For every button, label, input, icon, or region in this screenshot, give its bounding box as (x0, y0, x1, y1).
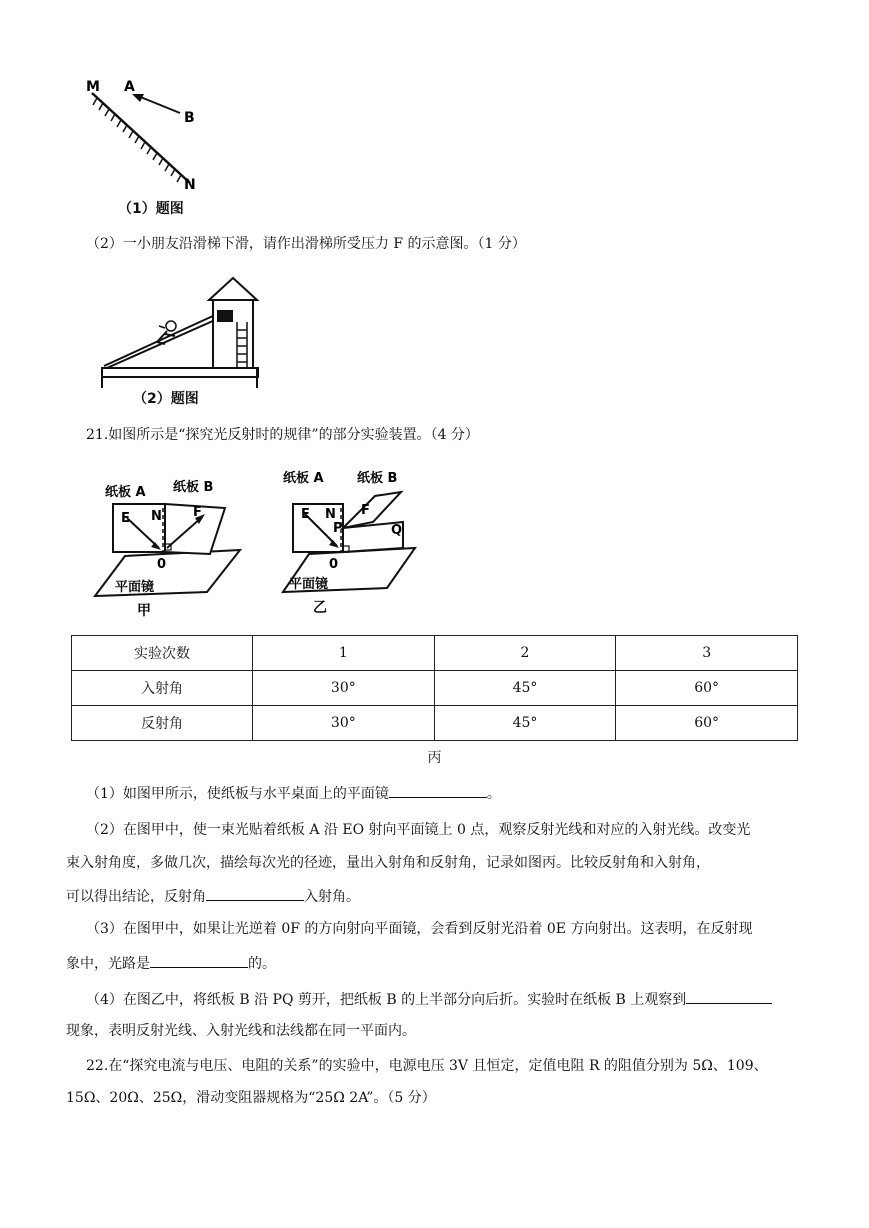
label-o: 0 (157, 557, 167, 572)
slide-diagram (95, 270, 265, 390)
answer-blank[interactable] (206, 885, 304, 901)
question-22-line1: 22.在“探究电流与电压、电阻的关系”的实验中，电源电压 3V 且恒定，定值电阻 R 的阻值分别为 5Ω、109、 (86, 1058, 768, 1074)
question-21-2-line2: 束入射角度，多做几次，描绘每次光的径迹，量出入射角和反射角，记录如图丙。比较反射角和入射角， (66, 855, 710, 871)
experiment-table (71, 635, 798, 741)
question-text: 的。 (248, 956, 276, 972)
label-n: N (325, 507, 336, 522)
table-row (72, 671, 798, 706)
figure-jia (85, 468, 245, 618)
question-text: 入射角。 (304, 889, 360, 905)
question-21-1 (86, 782, 501, 804)
label-mirror: 平面镜 (289, 577, 329, 592)
figure-2-caption: （2）题图 (133, 391, 199, 407)
question-21-3-line1: （3）在图甲中，如果让光逆着 0F 的方向射向平面镜，会看到反射光沿着 0E 方向射出。这表明，在反射现 (86, 921, 753, 937)
label-n: N (151, 509, 162, 524)
child-head (166, 321, 176, 331)
question-text: 。 (486, 786, 501, 802)
table-cell: 60° (616, 706, 798, 741)
figure-1-caption: （1）题图 (118, 201, 184, 217)
question-21-2-line3 (66, 885, 360, 907)
figure-yi (275, 462, 435, 617)
table-row (72, 706, 798, 741)
label-board-a: 纸板 A (283, 471, 324, 486)
table-cell: 实验次数 (72, 636, 253, 671)
label-m: M (86, 79, 100, 95)
table-row (72, 636, 798, 671)
label-yi: 乙 (313, 600, 327, 616)
label-a: A (124, 79, 135, 95)
label-e: E (301, 507, 310, 522)
answer-blank[interactable] (150, 952, 248, 968)
question-text: 象中，光路是 (66, 956, 150, 972)
label-e: E (121, 511, 130, 526)
question-21-4-line2: 现象，表明反射光线、入射光线和法线都在同一平面内。 (66, 1023, 416, 1039)
table-cell: 60° (616, 671, 798, 706)
label-f: F (193, 505, 202, 520)
table-cell: 45° (434, 671, 616, 706)
table-cell: 入射角 (72, 671, 253, 706)
label-mirror: 平面镜 (115, 580, 155, 595)
table-cell: 反射角 (72, 706, 253, 741)
reflection-setup-jia (85, 468, 245, 618)
answer-blank[interactable] (389, 782, 487, 798)
table-cell: 30° (253, 706, 435, 741)
question-20-2: （2）一小朋友沿滑梯下滑，请作出滑梯所受压力 F 的示意图。（1 分） (86, 236, 526, 252)
answer-blank[interactable] (686, 988, 772, 1004)
label-f: F (361, 503, 370, 518)
label-jia: 甲 (137, 603, 151, 618)
question-text: 可以得出结论，反射角 (66, 889, 206, 905)
table-cell: 45° (434, 706, 616, 741)
table-caption: 丙 (427, 750, 442, 766)
label-b: B (184, 110, 195, 126)
table-cell: 2 (434, 636, 616, 671)
question-text: （4）在图乙中，将纸板 B 沿 PQ 剪开，把纸板 B 的上半部分向后折。实验时在纸板 B 上观察到 (86, 992, 687, 1008)
label-n: N (184, 177, 196, 193)
table-cell: 30° (253, 671, 435, 706)
label-o: 0 (329, 557, 339, 572)
table-cell: 1 (253, 636, 435, 671)
question-21-2-line1: （2）在图甲中，使一束光贴着纸板 A 沿 EO 射向平面镜上 0 点，观察反射光线和对应的入射光线。改变光 (86, 822, 751, 838)
label-q: Q (391, 523, 403, 538)
table-cell: 3 (616, 636, 798, 671)
question-21-3-line2 (66, 952, 276, 974)
question-22-line2: 15Ω、20Ω、25Ω，滑动变阻器规格为“25Ω 2A”。（5 分） (66, 1090, 436, 1106)
question-21-stem: 21.如图所示是“探究光反射时的规律”的部分实验装置。（4 分） (86, 427, 479, 443)
label-board-a: 纸板 A (105, 485, 146, 500)
question-21-4-line1 (86, 988, 772, 1010)
question-text: （1）如图甲所示，使纸板与水平桌面上的平面镜 (86, 786, 389, 802)
label-board-b: 纸板 B (173, 480, 214, 495)
reflection-setup-yi (275, 462, 435, 617)
figure-2 (95, 270, 265, 390)
label-board-b: 纸板 B (357, 471, 398, 486)
label-p: P (333, 521, 343, 536)
